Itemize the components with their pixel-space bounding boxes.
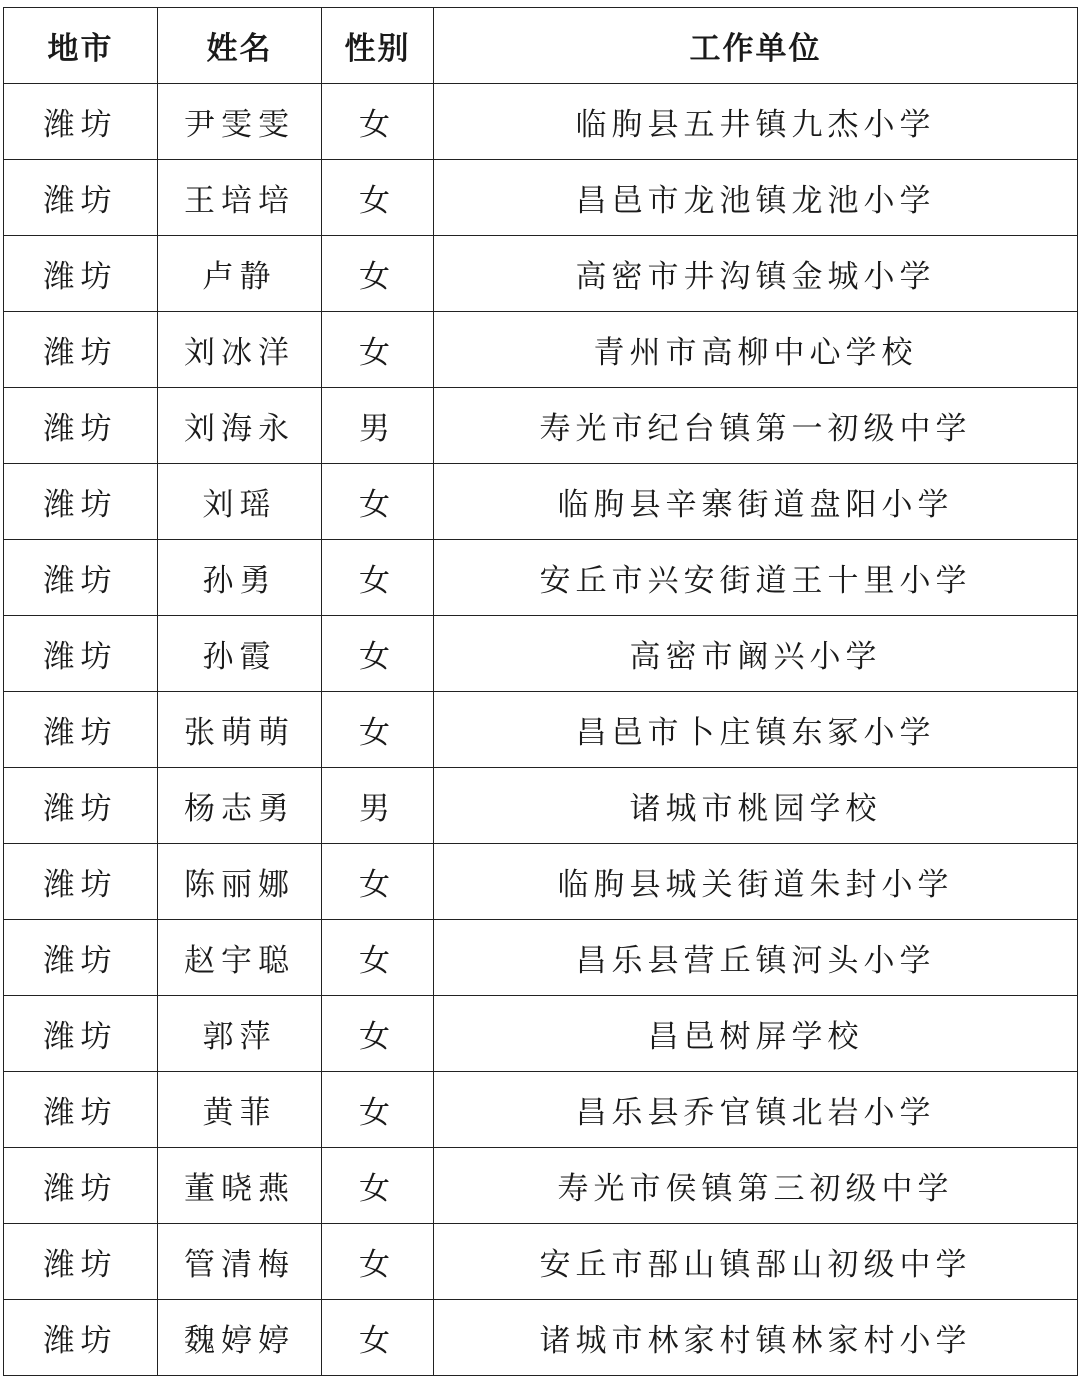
- table-row: [4, 1224, 1078, 1300]
- table-row: [4, 996, 1078, 1072]
- cell-city: 潍坊: [4, 996, 158, 1072]
- table-row: [4, 1148, 1078, 1224]
- cell-workplace: 昌邑市龙池镇龙池小学: [434, 160, 1078, 236]
- cell-city: 潍坊: [4, 692, 158, 768]
- cell-city: 潍坊: [4, 312, 158, 388]
- table-row: [4, 464, 1078, 540]
- cell-workplace: 临朐县城关街道朱封小学: [434, 844, 1078, 920]
- column-header-name: 姓名: [158, 8, 322, 84]
- cell-workplace: 高密市阚兴小学: [434, 616, 1078, 692]
- table-row: [4, 768, 1078, 844]
- table-row: [4, 1300, 1078, 1376]
- cell-workplace: 昌邑树屏学校: [434, 996, 1078, 1072]
- cell-name: 尹雯雯: [158, 84, 322, 160]
- table-header: [4, 8, 1078, 84]
- table-row: [4, 540, 1078, 616]
- table-row: [4, 920, 1078, 996]
- cell-gender: 男: [322, 388, 434, 464]
- table-body: [4, 84, 1078, 1376]
- cell-gender: 女: [322, 844, 434, 920]
- table-row: [4, 388, 1078, 464]
- table-row: [4, 692, 1078, 768]
- cell-gender: 女: [322, 312, 434, 388]
- cell-workplace: 寿光市纪台镇第一初级中学: [434, 388, 1078, 464]
- cell-gender: 女: [322, 540, 434, 616]
- cell-name: 刘冰洋: [158, 312, 322, 388]
- cell-workplace: 寿光市侯镇第三初级中学: [434, 1148, 1078, 1224]
- cell-gender: 女: [322, 1300, 434, 1376]
- cell-gender: 女: [322, 160, 434, 236]
- column-header-workplace: 工作单位: [434, 8, 1078, 84]
- cell-name: 孙霞: [158, 616, 322, 692]
- cell-gender: 女: [322, 616, 434, 692]
- cell-city: 潍坊: [4, 464, 158, 540]
- cell-workplace: 昌乐县营丘镇河头小学: [434, 920, 1078, 996]
- cell-name: 郭萍: [158, 996, 322, 1072]
- cell-gender: 女: [322, 1072, 434, 1148]
- cell-gender: 女: [322, 464, 434, 540]
- column-header-city: 地市: [4, 8, 158, 84]
- cell-city: 潍坊: [4, 1300, 158, 1376]
- cell-city: 潍坊: [4, 540, 158, 616]
- cell-city: 潍坊: [4, 616, 158, 692]
- cell-name: 黄菲: [158, 1072, 322, 1148]
- cell-name: 管清梅: [158, 1224, 322, 1300]
- cell-city: 潍坊: [4, 236, 158, 312]
- cell-workplace: 昌邑市卜庄镇东冢小学: [434, 692, 1078, 768]
- cell-name: 卢静: [158, 236, 322, 312]
- cell-name: 张萌萌: [158, 692, 322, 768]
- cell-name: 赵宇聪: [158, 920, 322, 996]
- cell-city: 潍坊: [4, 1224, 158, 1300]
- cell-workplace: 临朐县五井镇九杰小学: [434, 84, 1078, 160]
- cell-city: 潍坊: [4, 768, 158, 844]
- cell-gender: 女: [322, 920, 434, 996]
- cell-gender: 女: [322, 692, 434, 768]
- cell-workplace: 安丘市兴安街道王十里小学: [434, 540, 1078, 616]
- cell-city: 潍坊: [4, 388, 158, 464]
- cell-name: 董晓燕: [158, 1148, 322, 1224]
- cell-name: 刘海永: [158, 388, 322, 464]
- cell-gender: 女: [322, 1148, 434, 1224]
- table-row: [4, 312, 1078, 388]
- cell-city: 潍坊: [4, 160, 158, 236]
- table-row: [4, 1072, 1078, 1148]
- cell-name: 杨志勇: [158, 768, 322, 844]
- cell-workplace: 诸城市桃园学校: [434, 768, 1078, 844]
- table-row: [4, 236, 1078, 312]
- cell-name: 魏婷婷: [158, 1300, 322, 1376]
- cell-gender: 女: [322, 236, 434, 312]
- table-row: [4, 160, 1078, 236]
- cell-workplace: 昌乐县乔官镇北岩小学: [434, 1072, 1078, 1148]
- cell-city: 潍坊: [4, 1072, 158, 1148]
- cell-gender: 女: [322, 1224, 434, 1300]
- header-row: [4, 8, 1078, 84]
- table-row: [4, 84, 1078, 160]
- cell-city: 潍坊: [4, 844, 158, 920]
- cell-name: 刘瑶: [158, 464, 322, 540]
- cell-name: 王培培: [158, 160, 322, 236]
- cell-name: 陈丽娜: [158, 844, 322, 920]
- cell-workplace: 临朐县辛寨街道盘阳小学: [434, 464, 1078, 540]
- cell-workplace: 诸城市林家村镇林家村小学: [434, 1300, 1078, 1376]
- cell-city: 潍坊: [4, 920, 158, 996]
- cell-city: 潍坊: [4, 84, 158, 160]
- cell-gender: 女: [322, 84, 434, 160]
- cell-workplace: 安丘市郚山镇郚山初级中学: [434, 1224, 1078, 1300]
- teacher-list-table: [3, 7, 1078, 1376]
- cell-workplace: 青州市高柳中心学校: [434, 312, 1078, 388]
- column-header-gender: 性别: [322, 8, 434, 84]
- table-row: [4, 616, 1078, 692]
- cell-gender: 男: [322, 768, 434, 844]
- cell-name: 孙勇: [158, 540, 322, 616]
- cell-workplace: 高密市井沟镇金城小学: [434, 236, 1078, 312]
- cell-gender: 女: [322, 996, 434, 1072]
- cell-city: 潍坊: [4, 1148, 158, 1224]
- table-row: [4, 844, 1078, 920]
